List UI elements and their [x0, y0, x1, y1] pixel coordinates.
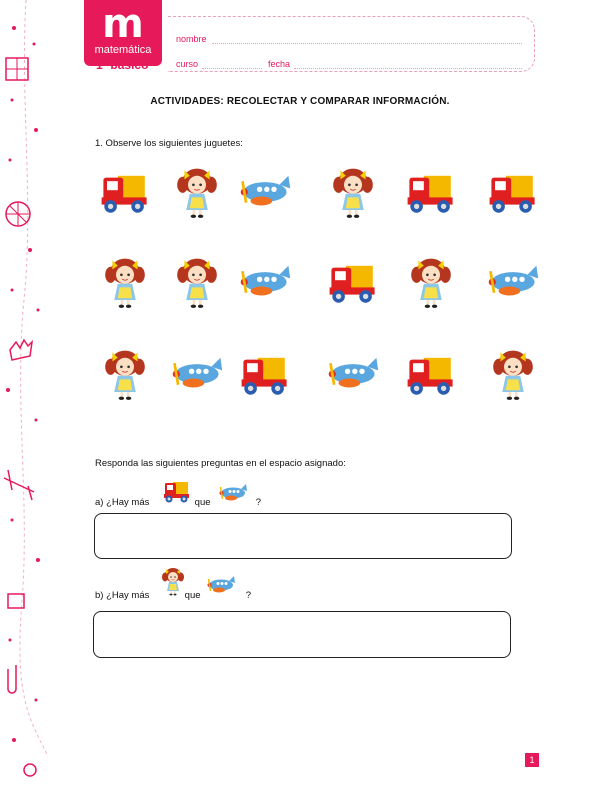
question-a-middle: que — [194, 497, 211, 508]
question-a-prefix: a) ¿Hay más — [95, 497, 150, 508]
plane-icon — [238, 250, 292, 314]
truck-icon — [486, 160, 540, 224]
date-label: fecha — [268, 59, 291, 69]
doll-icon — [170, 250, 224, 314]
truck-icon — [98, 160, 152, 224]
question-1: 1. Observe los siguientes juguetes: — [95, 138, 243, 149]
plane-icon — [216, 478, 250, 508]
truck-icon — [326, 250, 380, 314]
question-a-suffix: ? — [255, 497, 262, 508]
question-b-suffix: ? — [245, 590, 252, 601]
course-field[interactable] — [202, 68, 262, 69]
question-b-prefix: b) ¿Hay más — [95, 590, 150, 601]
name-field[interactable] — [212, 43, 522, 44]
instructions: Responda las siguientes preguntas en el espacio asignado: — [95, 458, 346, 469]
doll-icon — [156, 566, 190, 596]
page-title: ACTIVIDADES: RECOLECTAR Y COMPARAR INFORMACIÓN. — [150, 96, 450, 107]
plane-icon — [238, 160, 292, 224]
truck-icon — [160, 476, 194, 506]
plane-icon — [204, 570, 238, 600]
date-field[interactable] — [294, 68, 522, 69]
doll-icon — [98, 342, 152, 406]
doll-icon — [486, 342, 540, 406]
doll-icon — [98, 250, 152, 314]
truck-icon — [404, 160, 458, 224]
truck-icon — [238, 342, 292, 406]
student-info-box — [168, 16, 535, 72]
question-b-middle: que — [184, 590, 201, 601]
brand-letter: m — [102, 1, 144, 47]
doll-icon — [326, 160, 380, 224]
doll-icon — [170, 160, 224, 224]
truck-icon — [404, 342, 458, 406]
grade-label: 1º básico — [96, 58, 149, 72]
brand-subtitle: matemática — [94, 44, 152, 56]
doll-icon — [404, 250, 458, 314]
answer-box-a[interactable] — [94, 513, 512, 559]
plane-icon — [170, 342, 224, 406]
plane-icon — [486, 250, 540, 314]
course-label: curso — [176, 59, 199, 69]
answer-box-b[interactable] — [93, 611, 511, 658]
name-label: nombre — [176, 34, 207, 44]
decorative-sidebar — [0, 0, 48, 800]
brand-logo — [84, 0, 162, 66]
plane-icon — [326, 342, 380, 406]
page-number: 1 — [525, 753, 539, 767]
